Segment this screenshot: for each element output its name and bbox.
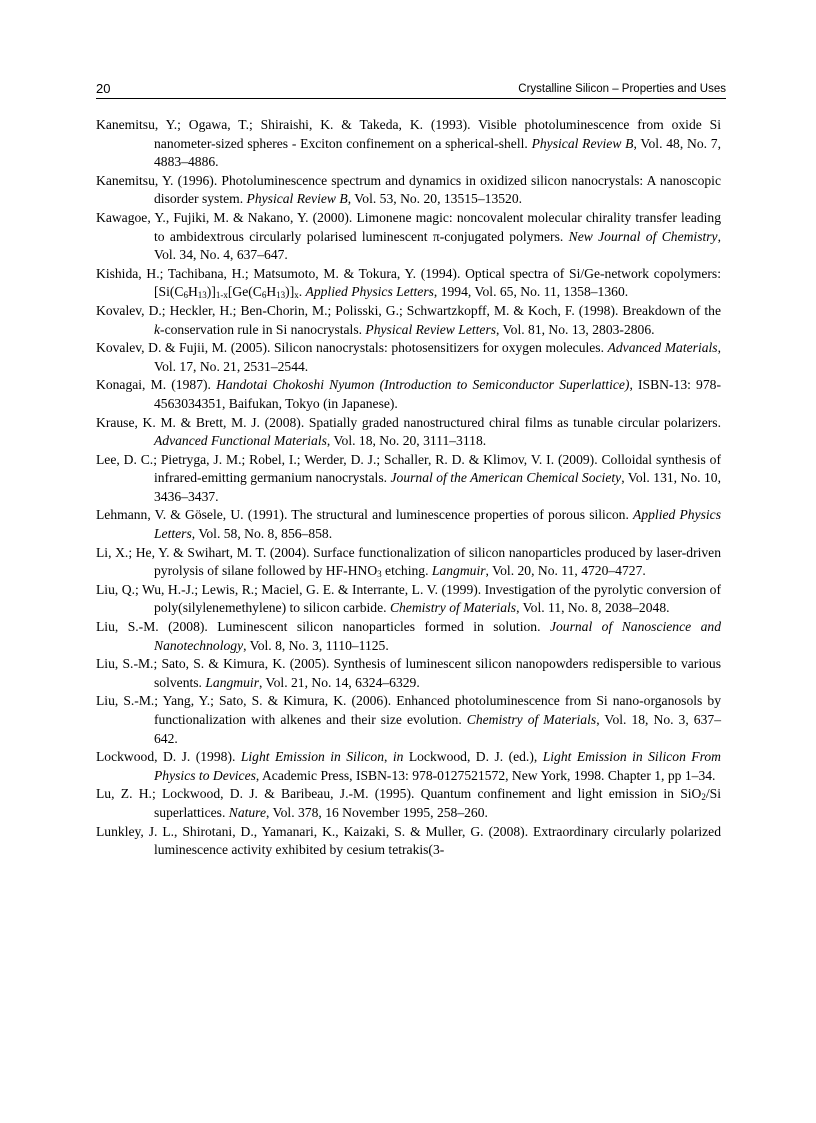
reference-item: Liu, Q.; Wu, H.-J.; Lewis, R.; Maciel, G. E. & Interrante, L. V. (1999). Investigation of the pyrolytic conversion of poly(silylenemethylene) to silicon carbide. Chemistry of Materials, Vol. 11, No. 8, 2038–2048. [96, 581, 721, 616]
reference-item: Lee, D. C.; Pietryga, J. M.; Robel, I.; Werder, D. J.; Schaller, R. D. & Klimov, V. I. (2009). Colloidal synthesis of infrared-emitting germanium nanocrystals. Journal of the American Chemical Society, Vol. 131, No. 10, 3436–3437. [96, 451, 721, 504]
running-title: Crystalline Silicon – Properties and Uses [518, 83, 726, 95]
reference-item: Kovalev, D.; Heckler, H.; Ben-Chorin, M.; Polisski, G.; Schwartzkopff, M. & Koch, F. (1998). Breakdown of the k-conservation rule in Si nanocrystals. Physical Review Letters, Vol. 81, No. 13, 2803-2806. [96, 302, 721, 337]
reference-item: Kanemitsu, Y.; Ogawa, T.; Shiraishi, K. & Takeda, K. (1993). Visible photoluminescence from oxide Si nanometer-sized spheres - Exciton confinement on a spherical-shell. Physical Review B, Vol. 48, No. 7, 4883–4886. [96, 117, 721, 170]
reference-item: Liu, S.-M.; Sato, S. & Kimura, K. (2005). Synthesis of luminescent silicon nanopowders redispersible to various solvents. Langmuir, Vol. 21, No. 14, 6324–6329. [96, 656, 721, 690]
reference-item: Lunkley, J. L., Shirotani, D., Yamanari, K., Kaizaki, S. & Muller, G. (2008). Extraordinary circularly polarized luminescence activity exhibited by cesium tetrakis(3- [96, 823, 721, 858]
reference-list [96, 116, 721, 860]
reference-item: Li, X.; He, Y. & Swihart, M. T. (2004). Surface functionalization of silicon nanoparticles produced by laser-driven pyrolysis of silane followed by $HF-HNO_3$ etching. Langmuir, Vol. 20, No. 11, 4720–4727. [96, 544, 721, 580]
reference-item: Liu, S.-M.; Yang, Y.; Sato, S. & Kimura, K. (2006). Enhanced photoluminescence from Si nano-organosols by functionalization with alkenes and their size evolution. Chemistry of Materials, Vol. 18, No. 3, 637–642. [96, 693, 721, 746]
reference-item: Kawagoe, Y., Fujiki, M. & Nakano, Y. (2000). Limonene magic: noncovalent molecular chirality transfer leading to ambidextrous circularly polarised luminescent π-conjugated polymers. New Journal of Chemistry, Vol. 34, No. 4, 637–647. [96, 209, 721, 263]
reference-item: Kishida, H.; Tachibana, H.; Matsumoto, M. & Tokura, Y. (1994). Optical spectra of Si/Ge-network copolymers: $[Si(C_6H_{13})]_{1-x}[Ge(C_6H_{13})]_x$. Applied Physics Letters, 1994, Vol. 65, No. 11, 1358–1360. [96, 265, 721, 301]
reference-item: Liu, S.-M. (2008). Luminescent silicon nanoparticles formed in solution. Journal of Nanoscience and Nanotechnology, Vol. 8, No. 3, 1110–1125. [96, 619, 722, 653]
reference-item: Lockwood, D. J. (1998). Light Emission in Silicon, in Lockwood, D. J. (ed.), Light Emission in Silicon From Physics to Devices, Academic Press, ISBN-13: 978-0127521572, New York, 1998. Chapter 1, pp 1–34. [96, 749, 721, 783]
reference-item: Lu, Z. H.; Lockwood, D. J. & Baribeau, J.-M. (1995). Quantum confinement and light emission in SiO$_2$/Si superlattices. Nature, Vol. 378, 16 November 1995, 258–260. [96, 786, 721, 820]
page-number: 20 [96, 81, 111, 96]
page-header [96, 80, 726, 99]
reference-item: Krause, K. M. & Brett, M. J. (2008). Spatially graded nanostructured chiral films as tunable circular polarizers. Advanced Functional Materials, Vol. 18, No. 20, 3111–3118. [96, 414, 721, 449]
reference-item: Konagai, M. (1987). Handotai Chokoshi Nyumon (Introduction to Semiconductor Superlattice), ISBN-13: 978-4563034351, Baifukan, Tokyo (in Japanese). [96, 377, 721, 411]
reference-item: Kanemitsu, Y. (1996). Photoluminescence spectrum and dynamics in oxidized silicon nanocrystals: A nanoscopic disorder system. Physical Review B, Vol. 53, No. 20, 13515–13520. [96, 172, 721, 207]
reference-item: Kovalev, D. & Fujii, M. (2005). Silicon nanocrystals: photosensitizers for oxygen molecules. Advanced Materials, Vol. 17, No. 21, 2531–2544. [96, 340, 722, 374]
reference-item: Lehmann, V. & Gösele, U. (1991). The structural and luminescence properties of porous silicon. Applied Physics Letters, Vol. 58, No. 8, 856–858. [96, 507, 721, 542]
